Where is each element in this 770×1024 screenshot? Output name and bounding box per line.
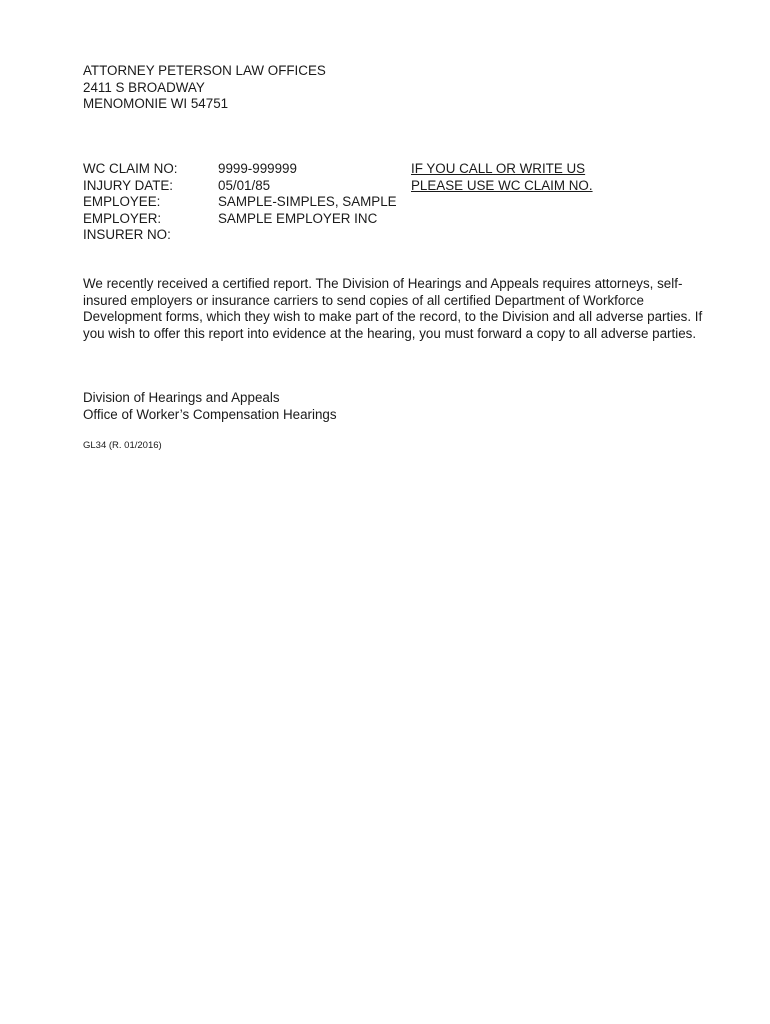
- signature-division: Division of Hearings and Appeals: [83, 390, 280, 405]
- claim-note: PLEASE USE WC CLAIM NO.: [411, 177, 593, 193]
- recipient-city-state-zip: MENOMONIE WI 54751: [83, 96, 229, 111]
- claim-label: INSURER NO:: [83, 227, 171, 242]
- signature-block: [83, 390, 337, 423]
- recipient-name: ATTORNEY PETERSON LAW OFFICES: [83, 63, 326, 78]
- claim-value: SAMPLE EMPLOYER INC: [218, 210, 378, 226]
- form-code: GL34 (R. 01/2016): [83, 440, 162, 451]
- claim-label: INJURY DATE:: [83, 177, 174, 193]
- letter-body-paragraph: We recently received a certified report. The Division of Hearings and Appeals requires attorneys, self-insured employers or insurance carriers to send copies of all certified Department of Workforce Development forms, which they wish to make part of the record, to the Division and all adverse parties. If you wish to offer this report into evidence at the hearing, you must forward a copy to all adverse parties.: [83, 276, 703, 341]
- claim-label: WC CLAIM NO:: [83, 161, 178, 176]
- claim-value: 05/01/85: [218, 177, 271, 193]
- claim-value: SAMPLE-SIMPLES, SAMPLE: [218, 194, 397, 209]
- claim-note: IF YOU CALL OR WRITE US: [411, 161, 586, 176]
- signature-office: Office of Worker’s Compensation Hearings: [83, 406, 337, 422]
- recipient-street: 2411 S BROADWAY: [83, 79, 205, 95]
- recipient-address: [83, 63, 326, 113]
- claim-label: EMPLOYER:: [83, 210, 162, 226]
- claim-value: 9999-999999: [218, 161, 297, 176]
- claim-label: EMPLOYEE:: [83, 194, 161, 209]
